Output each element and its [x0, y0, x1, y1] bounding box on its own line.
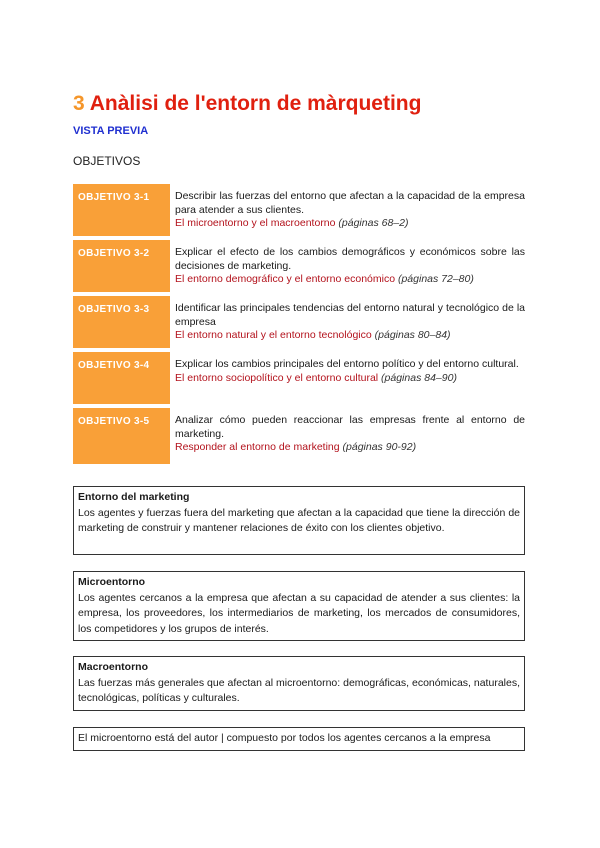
objective-description [170, 408, 525, 464]
objective-description [170, 352, 525, 404]
definition-heading: Entorno del marketing [78, 491, 190, 503]
objective-pages: (páginas 84–90) [381, 371, 457, 384]
objective-link[interactable]: Responder al entorno de marketing [175, 441, 340, 453]
objective-row [73, 240, 525, 292]
note-text: El microentorno está del autor | compuesto por todos los agentes cercanos a la empresa [78, 732, 491, 744]
definition-body: Los agentes cercanos a la empresa que afectan a su capacidad de atender a sus clientes: la empresa, los proveedores, los intermediarios de marketing, los mercados de consumidores, los competidores y los grupos de interés. [78, 591, 520, 635]
definition-body: Las fuerzas más generales que afectan al microentorno: demográficas, económicas, naturales, tecnológicas, políticas y culturales. [78, 676, 520, 704]
definition-body: Los agentes y fuerzas fuera del marketing que afectan a la capacidad que tiene la dirección de marketing de construir y mantener relaciones de éxito con los clientes objetivo. [78, 506, 520, 534]
chapter-title [73, 92, 421, 116]
objective-link[interactable]: El entorno demográfico y el entorno económico [175, 273, 396, 285]
objective-link[interactable]: El microentorno y el macroentorno [175, 217, 336, 229]
objective-pages: (páginas 68–2) [338, 217, 409, 229]
definition-box [73, 486, 525, 555]
objective-description [170, 296, 525, 348]
chapter-title-text: Anàlisi de l'entorn de màrqueting [89, 92, 422, 115]
preview-label: VISTA PREVIA [73, 125, 149, 137]
objective-pages: (páginas 72–80) [397, 273, 474, 285]
objective-text: Describir las fuerzas del entorno que afectan a la capacidad de la empresa para atender a sus clientes. [175, 190, 525, 216]
objective-text: Explicar los cambios principales del entorno político y del entorno cultural. [175, 358, 519, 370]
definition-box [73, 656, 525, 711]
definition-heading: Macroentorno [78, 661, 149, 673]
objective-pages: (páginas 90-92) [342, 441, 417, 453]
objective-description [170, 184, 525, 236]
objective-link[interactable]: El entorno natural y el entorno tecnológico [175, 329, 372, 341]
objective-label: OBJETIVO 3-4 [73, 352, 170, 404]
objective-link[interactable]: El entorno sociopolítico y el entorno cultural [175, 371, 379, 384]
objective-text: Explicar el efecto de los cambios demográficos y económicos sobre las decisiones de marketing. [175, 246, 525, 272]
definition-box [73, 571, 525, 641]
section-heading: OBJETIVOS [73, 154, 141, 168]
objective-row [73, 408, 525, 464]
objective-row [73, 296, 525, 348]
objective-text: Identificar las principales tendencias del entorno natural y tecnológico de la empresa [175, 302, 525, 328]
objectives-table [73, 184, 525, 464]
objective-label: OBJETIVO 3-1 [73, 184, 170, 236]
note-box [73, 727, 525, 751]
objective-label: OBJETIVO 3-2 [73, 240, 170, 292]
objective-text: Analizar cómo pueden reaccionar las empresas frente al entorno de marketing. [175, 414, 525, 440]
objective-description [170, 240, 525, 292]
objective-row [73, 184, 525, 236]
objective-label: OBJETIVO 3-3 [73, 296, 170, 348]
objective-label: OBJETIVO 3-5 [73, 408, 170, 464]
objective-row [73, 352, 525, 404]
chapter-number: 3 [73, 92, 85, 115]
definition-heading: Microentorno [78, 576, 146, 588]
objective-pages: (páginas 80–84) [374, 329, 451, 341]
